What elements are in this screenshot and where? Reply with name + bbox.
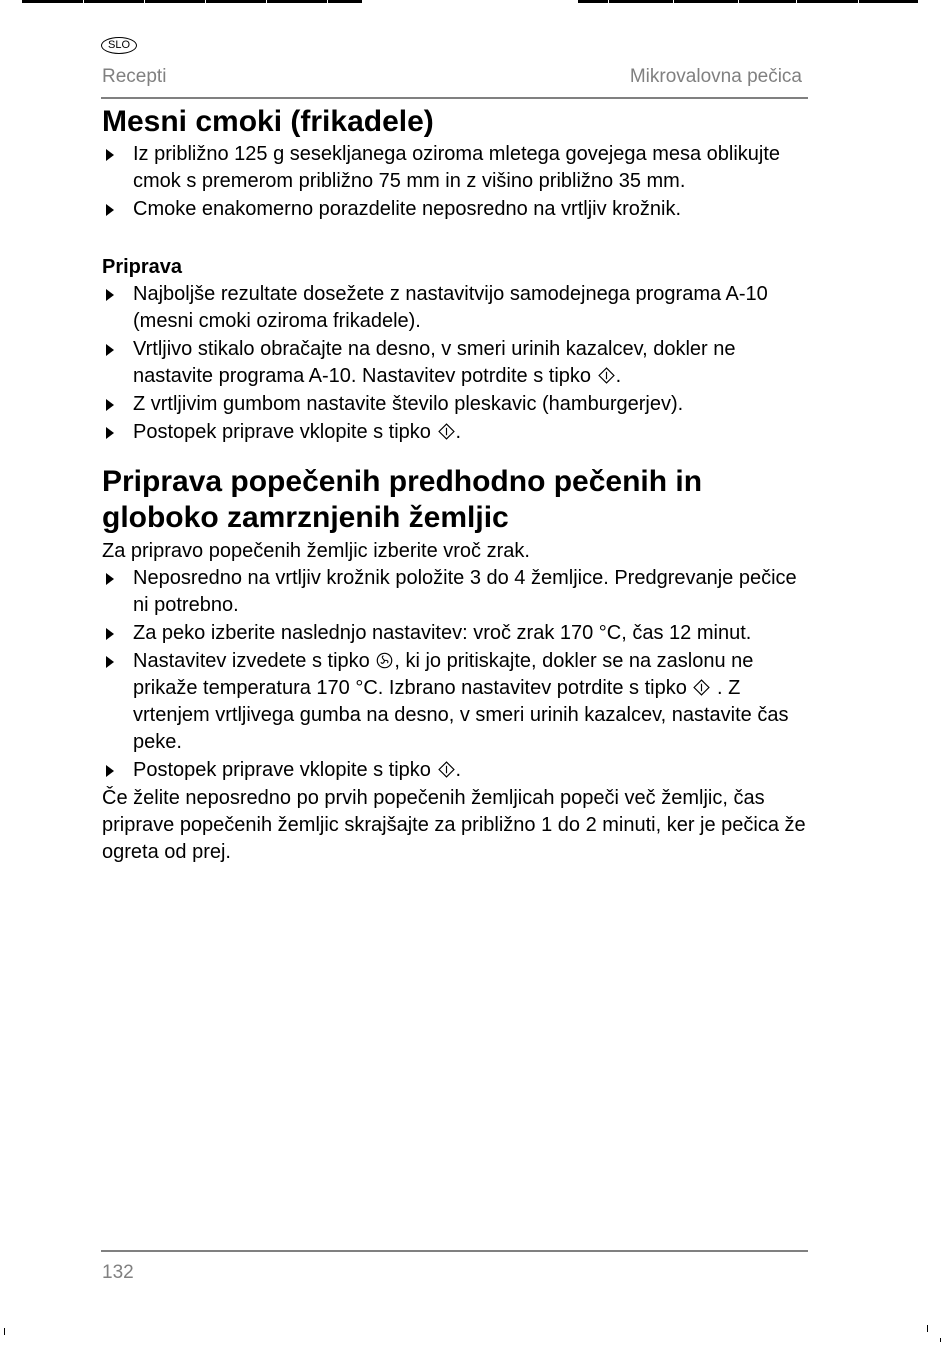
list-item-text: . Z vrtenjem vrtljivega gumba na desno, v smeri urinih kazalcev, nastavite čas peke.: [133, 677, 789, 753]
list-item: [102, 391, 808, 418]
crop-tick: [858, 0, 859, 3]
crop-tick: [327, 0, 328, 3]
crop-tick: [738, 0, 739, 3]
bullet-triangle-icon: [106, 149, 114, 161]
start-key-icon: [598, 367, 615, 384]
list-item: [102, 281, 808, 335]
rolls-steps: [102, 565, 808, 784]
bullet-triangle-icon: [106, 289, 114, 301]
bullet-triangle-icon: [106, 656, 114, 668]
registration-mark: [4, 1328, 5, 1335]
list-item-text: Postopek priprave vklopite s tipko: [133, 759, 431, 781]
start-key-icon: [693, 679, 710, 696]
language-badge: SLO: [101, 37, 137, 54]
list-item-text: Za peko izberite naslednjo nastavitev: vroč zrak 170 °C, čas 12 minut.: [133, 622, 752, 644]
list-item: [102, 419, 808, 446]
preparation-steps: [102, 281, 808, 446]
list-item-text: Najboljše rezultate dosežete z nastavitvijo samodejnega programa A-10 (mesni cmoki oziroma frikadele).: [133, 283, 768, 332]
punctuation: .: [455, 421, 462, 443]
page-number: 132: [102, 1262, 134, 1283]
crop-tick: [673, 0, 674, 3]
section-intro: Za pripravo popečenih žemljic izberite vroč zrak.: [102, 540, 530, 562]
bullet-triangle-icon: [106, 628, 114, 640]
bullet-triangle-icon: [106, 427, 114, 439]
list-item: [102, 565, 808, 619]
bullet-triangle-icon: [106, 399, 114, 411]
bullet-triangle-icon: [106, 573, 114, 585]
list-item-text: , ki jo pritiskajte, dokler se na zaslonu ne prikaže temperatura 170 °C. Izbrano nastavitev potrdite s tipko: [133, 650, 754, 699]
crop-bar: [578, 0, 918, 3]
punctuation: .: [615, 365, 622, 387]
start-key-icon: [438, 761, 455, 778]
bullet-triangle-icon: [106, 344, 114, 356]
list-item-text: Nastavitev izvedete s tipko: [133, 650, 370, 672]
list-item: [102, 196, 808, 223]
punctuation: .: [455, 759, 462, 781]
list-item-text: Z vrtljivim gumbom nastavite število pleskavic (hamburgerjev).: [133, 393, 684, 415]
list-item-text: Cmoke enakomerno porazdelite neposredno na vrtljiv krožnik.: [133, 198, 682, 220]
section-heading-rolls: Priprava popečenih predhodno pečenih in globoko zamrznjenih žemljic: [102, 465, 703, 534]
page-content: [102, 101, 808, 866]
list-item: [102, 336, 808, 390]
header-divider: [101, 97, 808, 99]
footer-divider: [101, 1250, 808, 1252]
hot-air-key-icon: [376, 652, 393, 669]
list-item: [102, 620, 808, 647]
crop-tick: [205, 0, 206, 3]
crop-tick: [144, 0, 145, 3]
start-key-icon: [438, 423, 455, 440]
header-section-title: Recepti: [102, 66, 167, 87]
list-item-text: Neposredno na vrtljiv krožnik položite 3 do 4 žemljice. Predgrevanje pečice ni potrebno.: [133, 567, 797, 616]
list-item-text: Vrtljivo stikalo obračajte na desno, v smeri urinih kazalcev, dokler ne nastavite programa A-10. Nastavitev potrdite s tipko: [133, 338, 736, 387]
registration-mark: [940, 1338, 941, 1342]
bullet-triangle-icon: [106, 204, 114, 216]
ingredient-list: [102, 141, 808, 223]
list-item: [102, 757, 808, 784]
section-heading-meatballs: Mesni cmoki (frikadele): [102, 105, 434, 138]
crop-mark-top-right: [578, 0, 918, 3]
crop-tick: [83, 0, 84, 3]
list-item: [102, 648, 808, 756]
closing-paragraph: Če želite neposredno po prvih popečenih žemljicah popeči več žemljic, čas priprave popečenih žemljic skrajšajte za približno 1 do 2 minuti, ker je pečica že ogreta od prej.: [102, 787, 806, 863]
header-product-title: Mikrovalovna pečica: [629, 66, 802, 87]
list-item-text: Postopek priprave vklopite s tipko: [133, 421, 431, 443]
crop-tick: [608, 0, 609, 3]
registration-mark: [927, 1325, 928, 1332]
crop-bar: [22, 0, 362, 3]
bullet-triangle-icon: [106, 765, 114, 777]
list-item-text: Iz približno 125 g sesekljanega oziroma mletega govejega mesa oblikujte cmok s premerom približno 75 mm in z višino približno 35 mm.: [133, 143, 781, 192]
crop-mark-top-left: [22, 0, 362, 3]
list-item: [102, 141, 808, 195]
subheading-preparation: Priprava: [102, 256, 183, 278]
crop-tick: [266, 0, 267, 3]
crop-tick: [796, 0, 797, 3]
